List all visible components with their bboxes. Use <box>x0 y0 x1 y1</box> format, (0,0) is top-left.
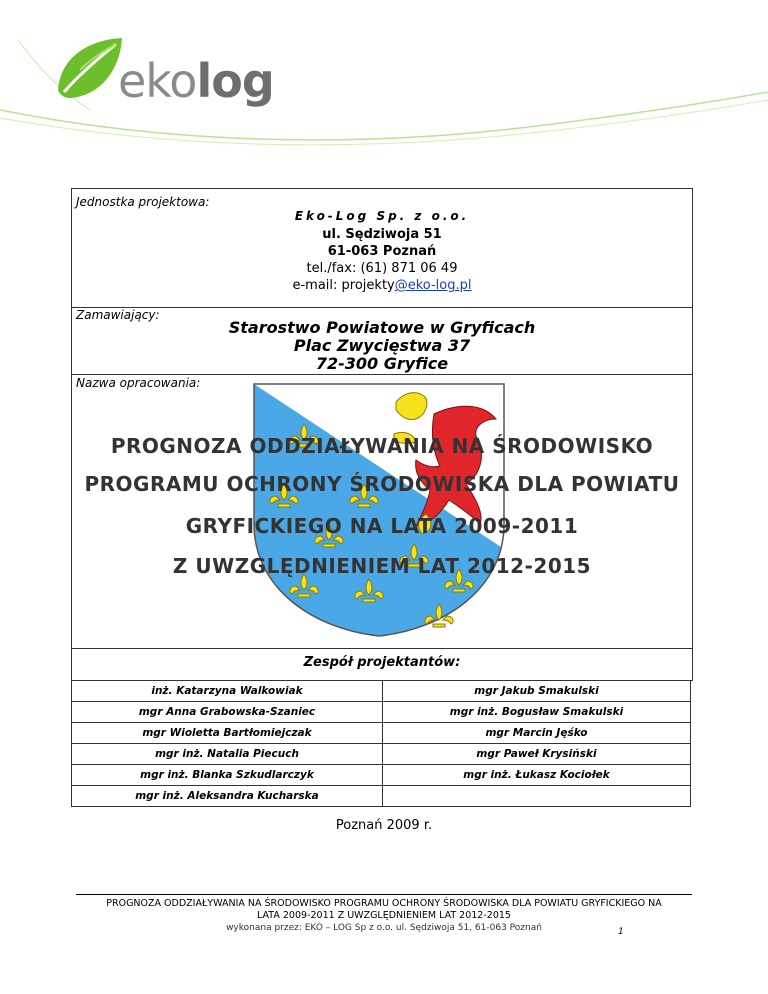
team-member: mgr Jakub Smakulski <box>383 681 691 702</box>
company-phone: tel./fax: (61) 871 06 49 <box>306 261 458 276</box>
company-street: ul. Sędziwoja 51 <box>322 227 442 242</box>
client-street: Plac Zwycięstwa 37 <box>293 336 471 355</box>
study-title-line-2: PROGRAMU OCHRONY ŚRODOWISKA DLA POWIATU <box>84 472 680 496</box>
team-member: mgr Marcin Jęśko <box>383 723 691 744</box>
logo-wordmark <box>118 54 274 108</box>
study-cell <box>71 374 693 649</box>
logo-text-light: eko <box>118 54 197 108</box>
table-row <box>72 681 691 702</box>
email-link[interactable]: @eko-log.pl <box>394 278 472 293</box>
footer-author: wykonana przez: EKO – LOG Sp z o.o. ul. Sędziwoja 51, 61-063 Poznań <box>226 923 542 933</box>
table-row <box>72 744 691 765</box>
email-prefix: e-mail: projekty <box>292 278 395 293</box>
team-member: mgr inż. Aleksandra Kucharska <box>72 786 383 807</box>
client-cell <box>71 306 693 375</box>
team-member: mgr Paweł Krysiński <box>383 744 691 765</box>
company-city: 61-063 Poznań <box>327 244 437 259</box>
table-row <box>72 723 691 744</box>
title-page-table <box>71 188 693 802</box>
company-email <box>72 278 692 293</box>
study-title-line-4: Z UWZGLĘDNIENIEM LAT 2012-2015 <box>172 554 592 578</box>
page-header <box>0 0 768 150</box>
team-title: Zespół projektantów: <box>303 655 461 670</box>
team-member: mgr Anna Grabowska-Szaniec <box>72 702 383 723</box>
team-member: mgr Wioletta Bartłomiejczak <box>72 723 383 744</box>
place-date: Poznań 2009 r. <box>335 818 433 833</box>
study-label: Nazwa opracowania: <box>76 376 201 390</box>
client-city: 72-300 Gryfice <box>315 354 449 373</box>
team-member: mgr inż. Natalia Piecuch <box>72 744 383 765</box>
project-unit-cell <box>71 188 693 308</box>
team-member: mgr inż. Łukasz Kociołek <box>383 765 691 786</box>
page-footer <box>76 894 692 937</box>
table-row <box>72 786 691 807</box>
project-unit-label: Jednostka projektowa: <box>76 195 210 209</box>
table-row <box>72 765 691 786</box>
footer-title-line-2: LATA 2009-2011 Z UWZGLĘDNIENIEM LAT 2012-2015 <box>257 910 511 921</box>
team-member: mgr inż. Blanka Szkudlarczyk <box>72 765 383 786</box>
client-label: Zamawiający: <box>76 308 160 322</box>
table-row <box>72 702 691 723</box>
team-member <box>383 786 691 807</box>
study-title-line-1: PROGNOZA ODDZIAŁYWANIA NA ŚRODOWISKO <box>110 434 654 458</box>
team-table <box>71 680 691 807</box>
company-name: Eko-Log Sp. z o.o. <box>294 209 470 223</box>
client-name: Starostwo Powiatowe w Gryficach <box>228 318 536 337</box>
team-member: mgr inż. Bogusław Smakulski <box>383 702 691 723</box>
logo-text-bold: log <box>196 54 274 108</box>
team-member: inż. Katarzyna Walkowiak <box>72 681 383 702</box>
team-title-cell <box>71 648 693 681</box>
page-number: 1 <box>618 927 624 937</box>
coat-of-arms-icon <box>244 374 514 644</box>
footer-title-line-1: PROGNOZA ODDZIAŁYWANIA NA ŚRODOWISKO PROGRAMU OCHRONY ŚRODOWISKA DLA POWIATU GRYFICKIEGO NA <box>106 898 662 909</box>
team-table-cell <box>71 680 691 802</box>
study-title-line-3: GRYFICKIEGO NA LATA 2009-2011 <box>185 514 579 538</box>
